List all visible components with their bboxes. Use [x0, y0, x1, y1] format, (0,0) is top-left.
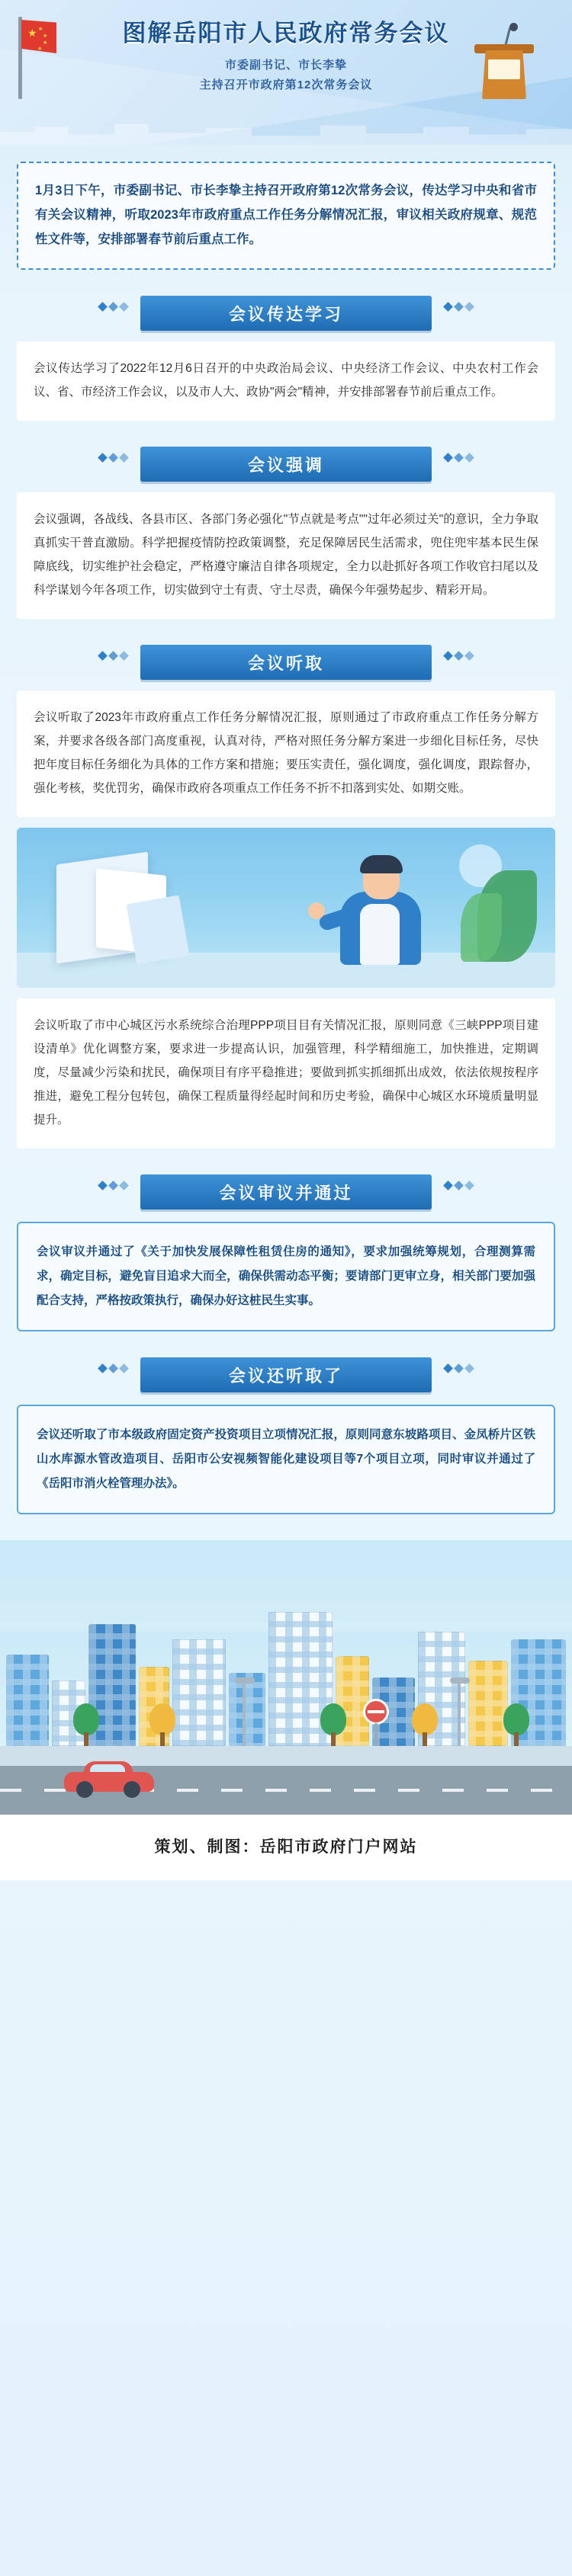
page-header	[0, 0, 572, 145]
credit-bar	[0, 1815, 572, 1880]
sign-bar	[368, 1710, 384, 1713]
flag-star-small-4: ★	[37, 46, 43, 52]
section-title-1: 会议传达学习	[228, 304, 343, 324]
document-sheet-3	[127, 896, 190, 965]
credit-text: 策划、制图：岳阳市政府门户网站	[154, 1838, 418, 1856]
diamond-decoration-right-icon	[445, 1182, 473, 1189]
building-11	[468, 1661, 508, 1746]
section-title-2: 会议强调	[247, 455, 324, 475]
section-header-5	[17, 1357, 555, 1392]
person-shirt	[360, 904, 400, 965]
section-body-3b	[17, 998, 555, 1149]
tree-crown	[149, 1703, 175, 1735]
tree-1	[73, 1703, 99, 1749]
section-body-5	[17, 1405, 555, 1514]
page-subtitle-line-2: 主持召开市政府第12次常务会议	[199, 78, 373, 91]
section-banner	[140, 645, 432, 680]
section-paragraph: 会议传达学习了2022年12月6日召开的中央政治局会议、中央经济工作会议、中央农村工作会议、省、市经济工作会议，以及市人大、政协"两会"精神，并安排部署春节前后重点工作。	[34, 362, 538, 399]
person-figure	[326, 843, 441, 965]
section-banner	[140, 1357, 432, 1392]
section-paragraph: 会议还听取了市本级政府固定资产投资项目立项情况汇报，原则同意东坡路项目、金凤桥片区铁山水库源水管改造项目、岳阳市公安视频智能化建设项目等7个项目立项，同时审议并通过了《岳阳市消火栓管理办法》。	[37, 1428, 535, 1490]
building-6	[229, 1673, 265, 1746]
intro-box	[17, 162, 555, 270]
flag-star-small-1: ★	[38, 27, 43, 32]
section-title-3: 会议听取	[247, 653, 324, 673]
section-body-2	[17, 492, 555, 619]
person-hair	[360, 855, 403, 873]
section-body-1	[17, 341, 555, 421]
diamond-decoration-right-icon	[445, 652, 473, 659]
building-windows	[6, 1655, 49, 1746]
tree-4	[412, 1703, 438, 1749]
flag-star-small-3: ★	[43, 40, 48, 46]
section-paragraph: 会议听取了2023年市政府重点工作任务分解情况汇报，原则通过了市政府重点工作任务分解方案，并要求各级各部门高度重视，认真对待，严格对照任务分解方案进一步细化目标任务，尽快把年度目标任务细化为具体的工作方案和措施；要压实责任，强化调度，强化调度，跟踪督办，强化考核，奖优罚劣，确保市政府各项重点工作任务不折不扣落到实处、如期交账。	[34, 711, 539, 795]
city-skyline-illustration	[0, 1540, 572, 1815]
diamond-decoration-right-icon	[445, 303, 473, 310]
section-paragraph: 会议听取了市中心城区污水系统综合治理PPP项目目有关情况汇报，原则同意《三峡PPP项目建设清单》优化调整方案，要求进一步提高认识，加强管理，科学精细施工，加快推进，定期调度，尽量减少污染和扰民，确保项目有序平稳推进；要做到抓实抓细抓出成效，依法依规按程序推进，避免工程分包转包，确保工程质量得经起时间和历史考验，确保中心城区水环境质量明显提升。	[34, 1019, 538, 1126]
building-windows	[468, 1661, 508, 1746]
tree-2	[149, 1703, 175, 1749]
tree-5	[503, 1703, 529, 1749]
car-wheel-front	[76, 1781, 93, 1798]
person-hand	[308, 902, 325, 919]
diamond-decoration-left-icon	[99, 652, 127, 659]
flag-star-large: ★	[27, 27, 37, 39]
section-paragraph: 会议审议并通过了《关于加快发展保障性租赁住房的通知》，要求加强统筹规划，合理测算需求，确定目标，避免盲目追求大而全，确保供需动态平衡；要请部门更审立身，相关部门要加强配合支持，严格按政策执行，确保办好这桩民生实事。	[37, 1245, 535, 1307]
building-windows	[172, 1639, 226, 1746]
diamond-decoration-left-icon	[99, 1365, 127, 1372]
tree-3	[320, 1703, 346, 1749]
red-car-icon	[64, 1761, 154, 1798]
section-title-5: 会议还听取了	[228, 1366, 343, 1386]
sign-pole	[374, 1723, 378, 1746]
section-paragraph: 会议强调，各战线、各县市区、各部门务必强化"节点就是考点""过年必须过关"的意识，全力争取真抓实干普直激励。科学把握疫情防控政策调整，充足保障居民生活需求，兜住兜牢基本民生保障底线，切实维护社会稳定，严格遵守廉洁自律各项规定，全力以赴抓好各项工作收官扫尾以及科学谋划今年各项工作，切实做到守土有责、守土尽责，确保今年强势起步、精彩开局。	[34, 513, 538, 597]
building-1	[6, 1655, 49, 1746]
street-lamp-1	[243, 1680, 246, 1746]
page-subtitle-line-1: 市委副书记、市长李挚	[224, 59, 347, 72]
diamond-decoration-right-icon	[445, 454, 473, 461]
tree-crown	[320, 1703, 346, 1735]
diamond-decoration-left-icon	[99, 303, 127, 310]
person-with-documents-illustration	[17, 828, 555, 988]
intro-text: 1月3日下午，市委副书记、市长李挚主持召开政府第12次常务会议，传达学习中央和省市有关会议精神，听取2023年市政府重点工作任务分解情况汇报，审议相关政府规章、规范性文件等，安排部署春节前后重点工作。	[35, 184, 537, 246]
section-header-1	[17, 296, 555, 331]
street-lamp-2	[458, 1680, 461, 1746]
section-banner	[140, 1174, 432, 1210]
diamond-decoration-left-icon	[99, 454, 127, 461]
diamond-decoration-right-icon	[445, 1365, 473, 1372]
section-banner	[140, 447, 432, 482]
tree-crown	[73, 1703, 99, 1735]
building-5	[172, 1639, 226, 1746]
section-body-3a	[17, 690, 555, 817]
traffic-sign-icon	[363, 1699, 389, 1746]
flag-star-small-2: ★	[43, 34, 48, 39]
diamond-decoration-left-icon	[99, 1182, 127, 1189]
section-body-4	[17, 1222, 555, 1331]
building-windows	[229, 1673, 265, 1746]
tree-crown	[503, 1703, 529, 1735]
section-title-4: 会议审议并通过	[219, 1183, 353, 1203]
tree-crown	[412, 1703, 438, 1735]
section-header-3	[17, 645, 555, 680]
car-wheel-rear	[124, 1781, 140, 1798]
section-header-4	[17, 1174, 555, 1210]
leaf-decoration-2	[461, 893, 502, 962]
section-banner	[140, 296, 432, 331]
page-title: 图解岳阳市人民政府常务会议	[122, 20, 450, 46]
page-content	[0, 162, 572, 1514]
section-header-2	[17, 447, 555, 482]
